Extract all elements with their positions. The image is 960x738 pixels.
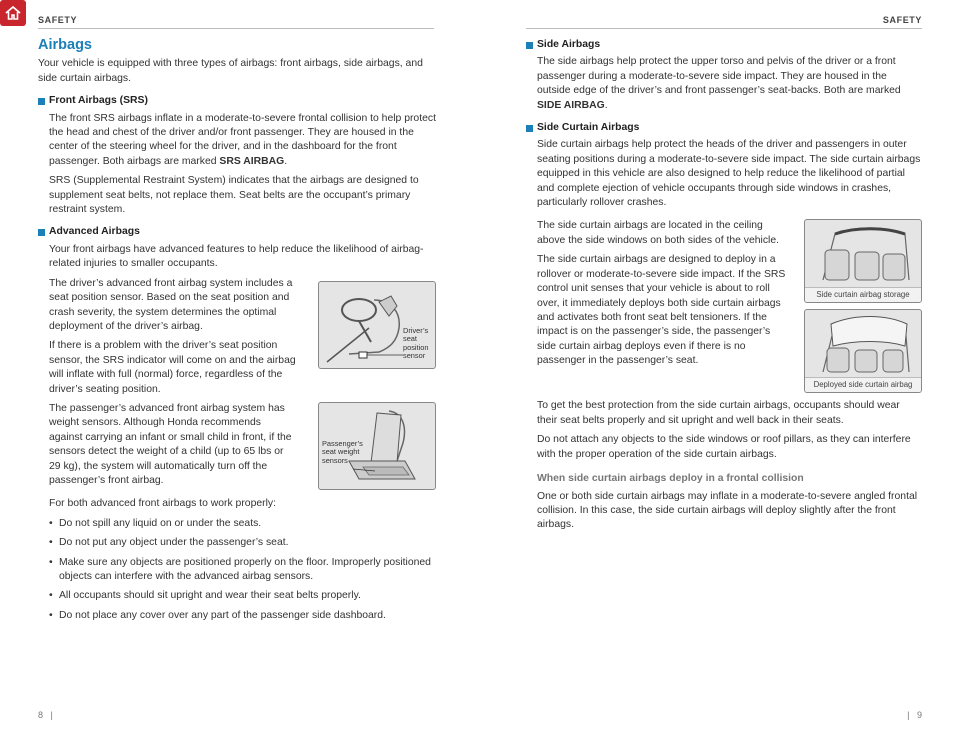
curtain-deployed-caption: Deployed side curtain airbag [805, 377, 921, 392]
front-airbags-heading [38, 94, 436, 108]
side-curtain-heading [526, 121, 922, 135]
front-airbags-text: The front SRS airbags inflate in a moderate-to-severe frontal collision to help protect the head and chest of the driver and/or front passenger. They are housed in the center of the steering wheel for the driver, and in the dashboard for the front passenger. Both airbags are marked SRS AIRBAG. [49, 112, 436, 167]
list-item: • Do not place any cover over any part of the passenger side dashboard. [38, 609, 436, 623]
list-item: • Do not put any object under the passenger’s seat. [38, 536, 436, 550]
heading-square-icon [526, 125, 533, 132]
curtain-deployed-figure [804, 309, 922, 393]
list-item: • Make sure any objects are positioned properly on the floor. Improperly positioned objects can interfere with the advanced airbag sensors. [38, 556, 436, 585]
list-item: • Do not spill any liquid on or under the seats. [38, 517, 436, 531]
sensor-problem-text: If there is a problem with the driver’s seat position sensor, the SRS indicator will come on and the airbag will inflate with full (normal) force, regardless of the driver’s seating position. [49, 340, 296, 395]
page-number-left: 8 | [38, 710, 53, 720]
right-page [526, 38, 922, 538]
side-airbags-heading [526, 38, 922, 52]
advanced-airbags-text: Your front airbags have advanced features to help reduce the likelihood of airbag-related injuries to smaller occupants. [49, 243, 424, 270]
requirements-intro: For both advanced front airbags to work properly: [49, 498, 276, 510]
curtain-deployed-illustration [805, 310, 921, 378]
header-divider-right [526, 28, 922, 29]
driver-sensor-label: Driver’s seat position sensor [403, 325, 429, 360]
passenger-sensor-text: The passenger’s advanced front airbag system has weight sensors. Although Honda recommends against carrying an infant or small child in front, if the sensors detect the weight of a child (up to 65 lbs or 29 kg), the system will automatically turn off the passenger’s front airbag. [49, 402, 292, 486]
curtain-location-block [526, 219, 922, 393]
page-number-right: | 9 [907, 710, 922, 720]
curtain-storage-caption: Side curtain airbag storage [805, 287, 921, 302]
passenger-seat-sensor-figure [318, 402, 436, 490]
frontal-collision-text: One or both side curtain airbags may inflate in a moderate-to-severe angled frontal collision. In this case, the side curtain airbags will deploy slightly after the front airbags. [537, 490, 918, 531]
heading-label: Side Curtain Airbags [537, 122, 640, 134]
heading-square-icon [526, 42, 533, 49]
curtain-location-text: The side curtain airbags are located in the ceiling above the side windows on both sides of the vehicle. [537, 220, 780, 246]
side-curtain-text: Side curtain airbags help protect the heads of the driver and passengers in outer seating positions during a moderate-to-severe side impact. The side curtain airbags equipped in this vehicle are also designed to help reduce the likelihood of partial and complete ejection of vehicle occupants through side windows in crashes, particularly rollover crashes. [537, 139, 921, 209]
heading-square-icon [38, 229, 45, 236]
passenger-sensor-block [38, 402, 436, 493]
srs-text: SRS (Supplemental Restraint System) indicates that the airbags are designed to supplement seat belts, not replace them. Seat belts are the occupant’s primary restraint system. [49, 175, 419, 216]
frontal-collision-subheading: When side curtain airbags deploy in a frontal collision [537, 473, 804, 485]
header-divider-left [38, 28, 434, 29]
curtain-storage-figure [804, 219, 922, 303]
heading-label: Front Airbags (SRS) [49, 95, 148, 107]
section-header-left: SAFETY [38, 15, 78, 25]
driver-sensor-text: The driver’s advanced front airbag system includes a seat position sensor. Based on the seat position and crash severity, the system determines the optimal deployment of the driver’s airbag. [49, 277, 293, 332]
intro-text: Your vehicle is equipped with three types of airbags: front airbags, side airbags, and side curtain airbags. [38, 58, 423, 84]
curtain-storage-illustration [805, 220, 921, 288]
home-button[interactable] [0, 0, 26, 26]
curtain-deploy-text: The side curtain airbags are designed to deploy in a rollover or moderate-to-severe side impact. If the SRS control unit senses that your vehicle is about to roll over, it immediately deploys both side curtain airbags and activates both front seat belt tensioners. If the impact is on the passenger’s side, the passenger’s side curtain airbag deploys even if there is no passenger in the passenger’s seat. [537, 254, 786, 367]
driver-sensor-block [38, 277, 436, 402]
side-airbags-text: The side airbags help protect the upper torso and pelvis of the driver or a front passenger during a moderate-to-severe side impact. They are housed in the outside edge of the driver’s and front passenger’s seat-backs. Both are marked SIDE AIRBAG. [537, 56, 901, 111]
passenger-sensor-label: Passenger’s seat weight sensors [322, 438, 363, 465]
advanced-airbags-heading [38, 225, 436, 239]
page-title: Airbags [38, 37, 92, 53]
do-not-attach-text: Do not attach any objects to the side windows or roof pillars, as they can interfere with the proper operation of the side curtain airbags. [537, 434, 911, 460]
heading-label: Side Airbags [537, 39, 601, 50]
requirements-list [38, 517, 436, 623]
list-item: • All occupants should sit upright and wear their seat belts properly. [38, 589, 436, 603]
left-page [38, 38, 436, 628]
section-header-right: SAFETY [882, 15, 922, 25]
curtain-figures [804, 219, 922, 393]
best-protection-text: To get the best protection from the side curtain airbags, occupants should wear their seat belts properly and sit upright and well back in their seats. [537, 400, 900, 426]
driver-seat-sensor-figure [318, 281, 436, 369]
home-icon [4, 4, 22, 22]
heading-label: Advanced Airbags [49, 226, 140, 238]
heading-square-icon [38, 98, 45, 105]
